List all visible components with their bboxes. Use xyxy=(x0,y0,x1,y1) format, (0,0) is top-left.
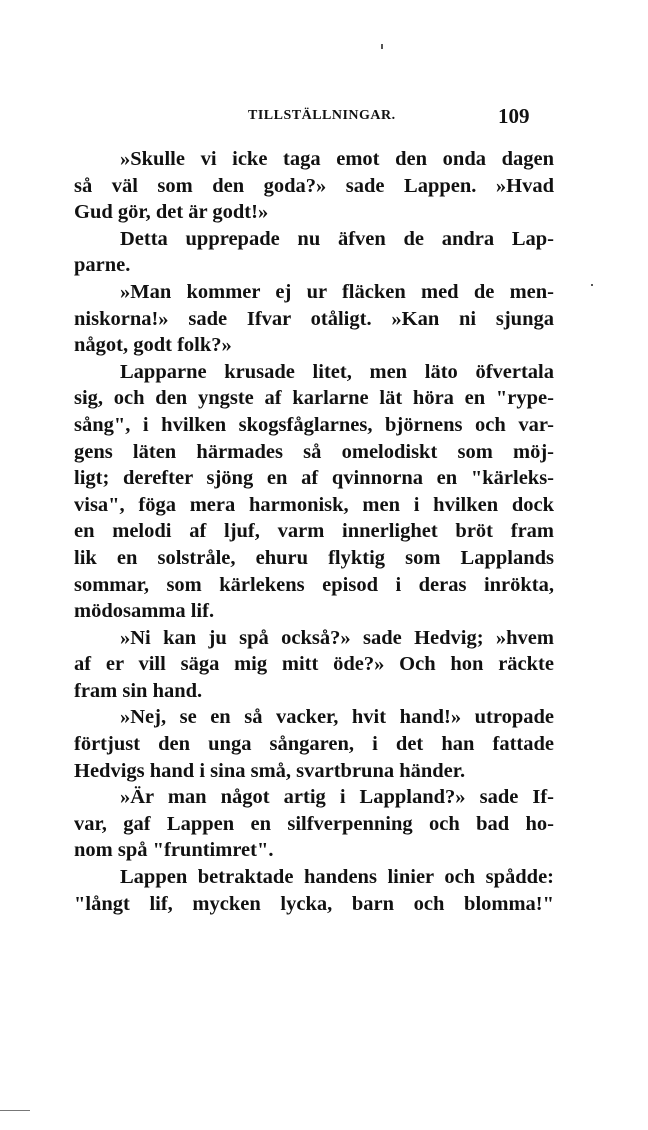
text-line: Lapparne krusade litet, men läto öfvertala xyxy=(120,360,554,383)
ink-speck xyxy=(591,284,593,286)
text-line: Gud gör, det är godt!» xyxy=(74,201,269,224)
text-line: »Är man något artig i Lappland?» sade If- xyxy=(120,786,554,809)
text-line: Lappen betraktade handens linier och spådde: xyxy=(120,866,554,889)
text-line: en melodi af ljuf, varm innerlighet bröt fram xyxy=(74,520,554,543)
text-line: lik en solstråle, ehuru flyktig som Lapplands xyxy=(74,546,554,569)
text-line: »Ni kan ju spå också?» sade Hedvig; »hvem xyxy=(120,626,554,649)
text-line: »Skulle vi icke taga emot den onda dagen xyxy=(120,148,554,170)
body-text xyxy=(74,146,554,917)
text-line: fram sin hand. xyxy=(74,679,203,702)
text-line: sommar, som kärlekens episod i deras inrökta, xyxy=(74,573,554,596)
page-number: 109 xyxy=(498,104,530,128)
text-line: var, gaf Lappen en silfverpenning och bad ho- xyxy=(74,812,554,835)
text-line: Detta upprepade nu äfven de andra Lap- xyxy=(120,227,554,250)
text-line: parne. xyxy=(74,254,131,277)
text-line: "långt lif, mycken lycka, barn och blomma!" xyxy=(74,892,554,915)
text-line: något, godt folk?» xyxy=(74,334,232,357)
text-line: ligt; derefter sjöng en af qvinnorna en "kärleks- xyxy=(74,467,554,490)
page-header xyxy=(74,104,554,130)
ink-speck xyxy=(381,44,383,49)
text-line: sång", i hvilken skogsfåglarnes, björnens och var- xyxy=(74,413,554,436)
text-line: gens läten härmades så omelodiskt som möj- xyxy=(74,440,554,463)
text-line: »Man kommer ej ur fläcken med de men- xyxy=(120,280,554,303)
text-line: »Nej, se en så vacker, hvit hand!» utropade xyxy=(120,706,554,729)
text-line: mödosamma lif. xyxy=(74,600,215,623)
running-head: TILLSTÄLLNINGAR. xyxy=(248,108,396,123)
text-line: af er vill säga mig mitt öde?» Och hon räckte xyxy=(74,653,554,676)
text-line: sig, och den yngste af karlarne lät höra en "rype- xyxy=(74,387,554,410)
text-line: niskorna!» sade Ifvar otåligt. »Kan ni sjunga xyxy=(74,307,554,330)
edge-mark xyxy=(0,1110,30,1111)
text-line: förtjust den unga sångaren, i det han fattade xyxy=(74,733,554,756)
text-line: nom spå "fruntimret". xyxy=(74,839,274,862)
text-line: så väl som den goda?» sade Lappen. »Hvad xyxy=(74,174,554,197)
text-line: visa", föga mera harmonisk, men i hvilken dock xyxy=(74,493,554,516)
text-line: Hedvigs hand i sina små, svartbruna händer. xyxy=(74,759,466,782)
